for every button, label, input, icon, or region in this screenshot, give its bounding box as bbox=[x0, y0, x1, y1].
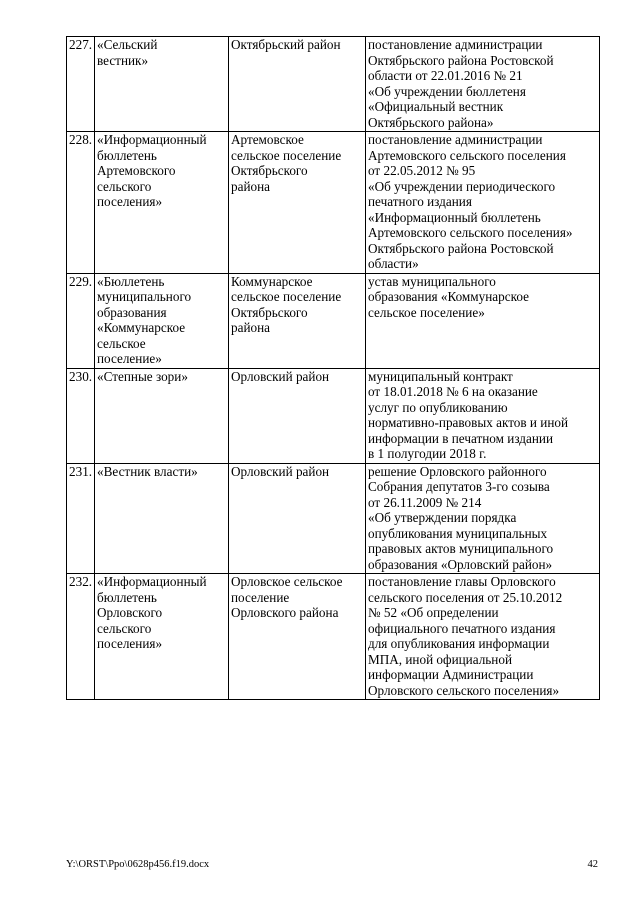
table-row bbox=[67, 132, 600, 274]
registry-table-body bbox=[67, 37, 600, 700]
territory-cell: Коммунарское сельское поселение Октябрьского района bbox=[229, 273, 366, 368]
founding-document-cell: муниципальный контракт от 18.01.2018 № 6 на оказание услуг по опубликованию нормативно-правовых актов и иной информации в печатном издании в 1 полугодии 2018 г. bbox=[366, 368, 600, 463]
table-row bbox=[67, 574, 600, 700]
table-row bbox=[67, 368, 600, 463]
founding-document-cell: устав муниципального образования «Коммунарское сельское поселение» bbox=[366, 273, 600, 368]
table-row bbox=[67, 463, 600, 574]
footer-file-path: Y:\ORST\Ppo\0628p456.f19.docx bbox=[66, 859, 210, 870]
table-row bbox=[67, 273, 600, 368]
publication-name-cell: «Сельский вестник» bbox=[95, 37, 229, 132]
publication-name-cell: «Информационный бюллетень Артемовского сельского поселения» bbox=[95, 132, 229, 274]
territory-cell: Орловское сельское поселение Орловского района bbox=[229, 574, 366, 700]
territory-cell: Орловский район bbox=[229, 368, 366, 463]
publication-name-cell: «Информационный бюллетень Орловского сельского поселения» bbox=[95, 574, 229, 700]
founding-document-cell: постановление главы Орловского сельского поселения от 25.10.2012 № 52 «Об определении официального печатного издания для опубликования информации МПА, иной официальной информации Администрации Орловского сельского поселения» bbox=[366, 574, 600, 700]
territory-cell: Орловский район bbox=[229, 463, 366, 574]
page-number: 42 bbox=[587, 859, 598, 870]
publication-name-cell: «Бюллетень муниципального образования «Коммунарское сельское поселение» bbox=[95, 273, 229, 368]
founding-document-cell: постановление администрации Артемовского сельского поселения от 22.05.2012 № 95 «Об учреждении периодического печатного издания «Информационный бюллетень Артемовского сельского поселения» Октябрьского района Ростовской области» bbox=[366, 132, 600, 274]
territory-cell: Октябрьский район bbox=[229, 37, 366, 132]
row-number-cell: 232. bbox=[67, 574, 95, 700]
row-number-cell: 229. bbox=[67, 273, 95, 368]
publication-name-cell: «Вестник власти» bbox=[95, 463, 229, 574]
registry-table bbox=[66, 36, 600, 700]
row-number-cell: 228. bbox=[67, 132, 95, 274]
row-number-cell: 231. bbox=[67, 463, 95, 574]
territory-cell: Артемовское сельское поселение Октябрьского района bbox=[229, 132, 366, 274]
founding-document-cell: постановление администрации Октябрьского района Ростовской области от 22.01.2016 № 21 «Об учреждении бюллетеня «Официальный вестник Октябрьского района» bbox=[366, 37, 600, 132]
row-number-cell: 230. bbox=[67, 368, 95, 463]
row-number-cell: 227. bbox=[67, 37, 95, 132]
publication-name-cell: «Степные зори» bbox=[95, 368, 229, 463]
founding-document-cell: решение Орловского районного Собрания депутатов 3-го созыва от 26.11.2009 № 214 «Об утверждении порядка опубликования муниципальных правовых актов муниципального образования «Орловский район» bbox=[366, 463, 600, 574]
table-row bbox=[67, 37, 600, 132]
